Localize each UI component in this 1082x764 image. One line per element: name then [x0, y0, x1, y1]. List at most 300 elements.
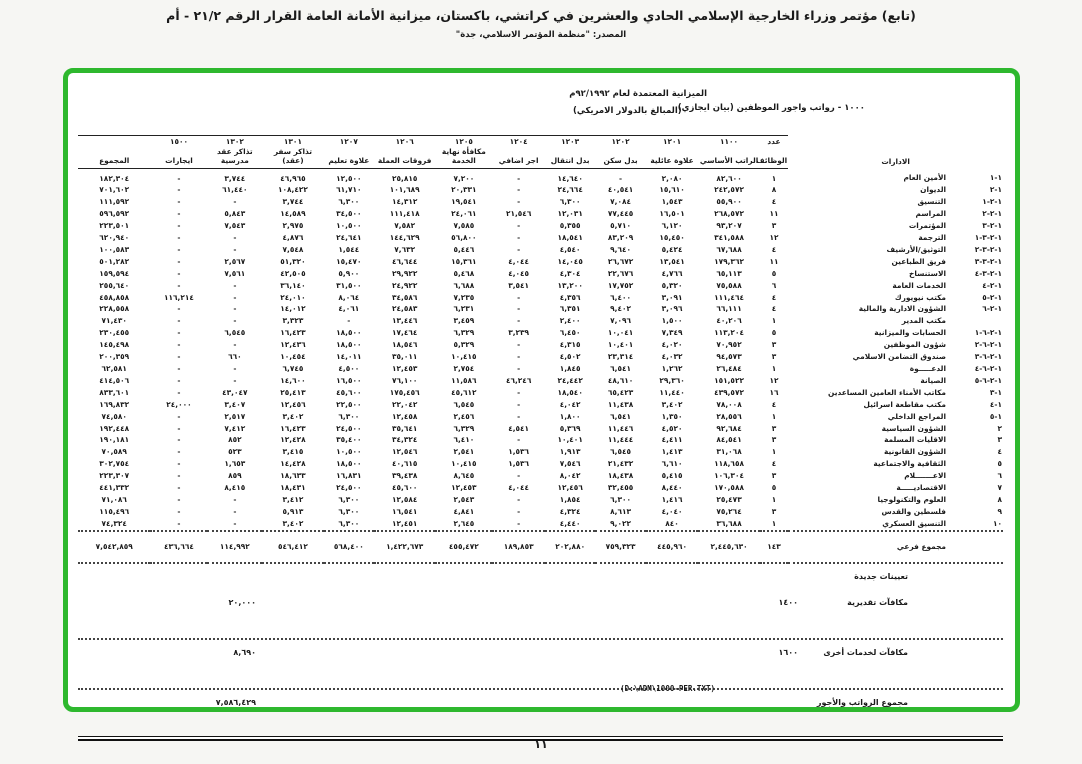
bottom-value: ٢٠,٠٠٠	[228, 597, 256, 607]
cell-value: ١٢,٥٠٠	[336, 173, 362, 183]
cell-value: ٥٤٦,٤١٢	[262, 531, 323, 563]
cell-value: ٢,٥٤١	[453, 447, 475, 457]
department-cell	[788, 518, 1003, 531]
table-row	[78, 506, 1003, 518]
table-row	[78, 168, 1003, 184]
cell-value: ٤٥,٦٠٠	[336, 387, 362, 397]
column-label: الادارات	[881, 156, 910, 166]
cell-value: -	[177, 268, 181, 278]
cell-value: ٧,٠٩٦	[610, 316, 631, 326]
cell-value: -	[177, 256, 181, 266]
cell-value: ٣	[771, 506, 777, 516]
cell-value: ٦,٤٥٠	[559, 328, 581, 338]
dept-code: ١-٥	[989, 411, 1002, 421]
cell-value: ٢٣,٣١٤	[607, 352, 634, 362]
cell-value: ١,٨٠٠	[559, 411, 581, 421]
cell-value: ٤٣٦,٦٦٤	[150, 531, 207, 563]
cell-value: ٤,٥٤١	[508, 423, 530, 433]
dept-code: ١-٣	[989, 387, 1002, 397]
cell-value: -	[177, 185, 181, 195]
column-label: فروقات العملة	[374, 147, 435, 169]
cell-value: ٢,٦٤٥	[453, 518, 475, 528]
dept-code: ١-٢-٦-٤	[974, 364, 1002, 373]
cell-value: ٢,٤٤٥,٦٣٠	[698, 531, 759, 563]
table-row	[78, 387, 1003, 399]
cell-value: ٦,٣٠٠	[338, 197, 360, 207]
bottom-label: مجموع الرواتب والأجور	[816, 697, 908, 707]
department-cell	[788, 375, 1003, 387]
cell-value: ١٣,٤٤٦	[392, 316, 418, 326]
dept-code: ٤	[997, 447, 1002, 457]
cell-value: ٣,٧٤٤	[282, 197, 304, 207]
bottom-line	[78, 564, 1003, 590]
cell-value: ٣,٤٠٢	[661, 399, 683, 409]
cell-value: ٤,٠٦١	[338, 304, 360, 314]
dept-code: ١-٢-٦-٣	[974, 352, 1002, 362]
cell-value: -	[517, 364, 521, 373]
cell-value: ٣٤,٥٠٠	[336, 209, 362, 219]
cell-value: ١٩٢,٤٤٨	[99, 423, 130, 433]
cell-value: -	[517, 221, 521, 231]
cell-value: ١٨,٥٠٠	[336, 328, 362, 338]
cell-value: ٢٥,٤٧٣	[716, 494, 742, 504]
dept-name: الشؤون السياسية	[881, 423, 946, 433]
table-row	[78, 208, 1003, 220]
dept-code: ١-٢-٣-٤	[974, 268, 1002, 278]
column-code: ١٥٠٠	[150, 136, 207, 147]
cell-value: ٣١,٠٦٨	[716, 447, 742, 457]
cell-value: ٧,٢٣٥	[453, 292, 475, 302]
cell-value: ١١	[769, 209, 779, 219]
cell-value: ١٤,٤٢٨	[280, 459, 306, 469]
cell-value: ٢٦,٤٨٤	[716, 364, 742, 373]
cell-value: ١٧٩,٣٦٢	[714, 256, 744, 266]
department-cell	[788, 482, 1003, 494]
cell-value: ٦,٢٣١	[453, 304, 475, 314]
dept-name: الحسابات والميزانية	[874, 328, 946, 338]
cell-value: ١,٤٢٢,٦٧٣	[374, 531, 435, 563]
cell-value: -	[517, 316, 521, 326]
cell-value: ١١٨,٦٥٨	[714, 459, 744, 469]
cell-value: -	[177, 221, 181, 231]
cell-value: ٣٥,٦٤١	[392, 423, 418, 433]
cell-value: -	[517, 518, 521, 528]
cell-value: ١٦,٥٠٠	[336, 375, 362, 385]
column-label: مكافأة نهاية الخدمة	[435, 147, 492, 169]
cell-value: ٢٢,٠٤٢	[392, 399, 418, 409]
column-code: ١٣٠٢	[207, 136, 262, 147]
cell-value: ١	[771, 518, 777, 528]
cell-value: ٣,٧٤٤	[224, 173, 246, 183]
cell-value: ٥٠١,٢٨٢	[99, 256, 130, 266]
table-row	[78, 292, 1003, 304]
cell-value: -	[517, 352, 521, 362]
column-label: الوظائف	[760, 147, 788, 169]
cell-value: ١٤,٦٤٠	[557, 173, 583, 183]
dept-code: ٢	[997, 423, 1002, 433]
column-label: علاوة تعليم	[324, 147, 374, 169]
cell-value: ٣,٠٩١	[661, 292, 683, 302]
department-cell	[788, 244, 1003, 256]
table-row	[78, 363, 1003, 375]
cell-value: ١٠,٤٥٤	[280, 352, 306, 362]
dept-name: مجموع فرعي	[896, 541, 946, 551]
cell-value: ١١,٤٤٠	[659, 387, 685, 397]
cell-value: -	[177, 518, 181, 528]
cell-value: ١	[771, 364, 777, 373]
cell-value: ١,٤١٦	[661, 494, 683, 504]
cell-value: ٢,٧٥٤	[453, 364, 475, 373]
cell-value: ٧١,٤٣٠	[101, 316, 127, 326]
cell-value: ٢٢,٥٠٠	[336, 399, 362, 409]
cell-value: ٢,٤٥٦	[453, 411, 475, 421]
column-label: بدل انتقال	[545, 147, 595, 169]
cell-value: ١٣,٢٠٠	[557, 280, 583, 290]
cell-value: ٤	[771, 459, 777, 469]
column-code	[788, 136, 1003, 147]
cell-value: ٣,٢٣٩	[508, 328, 530, 338]
dept-name: الصيانة	[920, 375, 946, 385]
department-cell	[788, 327, 1003, 339]
cell-value: ٨,٠٤٢	[559, 471, 581, 481]
column-code: ١٢٠١	[646, 136, 699, 147]
column-label: ايجارات	[150, 147, 207, 169]
cell-value: ٣١,٥٠٠	[336, 280, 362, 290]
cell-value: ٦٥,٤٢٣	[607, 387, 634, 397]
cell-value: -	[177, 304, 181, 314]
table-row	[78, 196, 1003, 208]
cell-value: ١٤,٣١٢	[392, 197, 418, 207]
cell-value: ٧,٥٤٢,٨٥٩	[78, 531, 150, 563]
cell-value: -	[177, 506, 181, 516]
dept-name: الشؤون القانونية	[883, 447, 946, 457]
department-cell	[788, 184, 1003, 196]
cell-value: ١٦٩,٨٣٢	[99, 399, 130, 409]
cell-value: ٥١,٣٢٠	[280, 256, 306, 266]
column-code: ١٢٠٢	[595, 136, 645, 147]
cell-value: ٢٥,٤١٣	[280, 387, 306, 397]
cell-value: ٤,٣٠٤	[559, 268, 581, 278]
cell-value: -	[517, 292, 521, 302]
cell-value: -	[177, 280, 181, 290]
cell-value: ٤,٥٢٠	[661, 423, 683, 433]
column-code: ١٢٠٥	[435, 136, 492, 147]
cell-value: ٤٨,٦١٠	[607, 375, 634, 385]
column-code: ١٢٠٤	[492, 136, 545, 147]
cell-value: ٤	[771, 304, 777, 314]
table-row	[78, 458, 1003, 470]
cell-value: ١٥,٦١٠	[659, 185, 685, 195]
cell-value: ٤٣,٠٤٧	[222, 387, 248, 397]
dept-code: ١-٢-٦	[982, 304, 1002, 314]
department-cell	[788, 315, 1003, 327]
cell-value: -	[233, 244, 237, 254]
cell-value: ٣	[771, 340, 777, 350]
dept-name: فريق الطباعين	[891, 256, 946, 266]
cell-value: ٥,٣٥٥	[559, 221, 581, 231]
cell-value: ١	[771, 411, 777, 421]
cell-value: ١	[771, 173, 777, 183]
bottom-line	[78, 590, 1003, 616]
cell-value: ٧٦,١٠٠	[392, 375, 418, 385]
cell-value: ١,٣٥٠	[661, 411, 683, 421]
cell-value: ٣,٤٥٩	[453, 316, 475, 326]
cell-value: ٤٦,٦٤٤	[392, 256, 418, 266]
column-label: علاوة عائلية	[646, 147, 699, 169]
cell-value: ١	[771, 494, 777, 504]
table-row	[78, 244, 1003, 256]
cell-value: ١٩٠,١٨١	[99, 435, 130, 445]
cell-value: ٣	[771, 352, 777, 362]
cell-value: -	[177, 244, 181, 254]
cell-value: ٢٤,٥٠٠	[336, 423, 362, 433]
department-cell	[788, 423, 1003, 435]
cell-value: ٤٦,٩٦٥	[280, 173, 306, 183]
cell-value: ٣	[771, 221, 777, 231]
document-scan	[68, 73, 1015, 707]
column-label: المجموع	[78, 147, 150, 169]
cell-value: ٢٩,٩٢٢	[392, 268, 418, 278]
table-row	[78, 423, 1003, 435]
budget-table	[78, 135, 1003, 564]
cell-value: ١٤,٦٠٠	[280, 375, 306, 385]
dept-name: الاقليات المسلمة	[884, 435, 946, 445]
table-row	[78, 434, 1003, 446]
cell-value: ٢٥٥,٦٤٠	[99, 280, 130, 290]
cell-value: -	[177, 328, 181, 338]
cell-value: -	[517, 173, 521, 183]
cell-value: -	[517, 304, 521, 314]
cell-value: -	[517, 185, 521, 195]
table-row	[78, 411, 1003, 423]
cell-value: ١٥١,٥٢٢	[714, 375, 744, 385]
cell-value: ١٢,٥٤٦	[392, 447, 418, 457]
cell-value: ٢,٥٤٣	[453, 494, 475, 504]
cell-value: ٧,٦٣٢	[394, 244, 416, 254]
cell-value: ٤٥٥,٤٧٢	[435, 531, 492, 563]
cell-value: ٢٨,٥٥٦	[716, 411, 742, 421]
bottom-value: ٧,٥٨٦,٤٢٩	[215, 697, 256, 707]
cell-value: ٤٣٩,٥٧٢	[714, 387, 744, 397]
cell-value: ٦١,٤٤٠	[222, 185, 248, 195]
cell-value: -	[177, 197, 181, 207]
department-cell	[788, 387, 1003, 399]
cell-value: ٤,٥٠٢	[559, 352, 581, 362]
cell-value: ٧٠,٩٥٢	[716, 340, 742, 350]
cell-value: ٥٩٦,٥٩٢	[99, 209, 130, 219]
cell-value: -	[177, 435, 181, 445]
cell-value: ٧١,٠٨٦	[101, 494, 127, 504]
cell-value: -	[177, 316, 181, 326]
cell-value: ١,٩١٣	[559, 447, 581, 457]
dept-name: مكتب المدير	[901, 316, 946, 326]
column-label: بدل سكن	[595, 147, 645, 169]
cell-value: ٢٤,٠١٠	[280, 292, 306, 302]
cell-value: ١٠,٥٠٠	[336, 447, 362, 457]
department-cell	[788, 196, 1003, 208]
cell-value: ١١,٤٤٤	[607, 435, 634, 445]
cell-value: ٥٥,٩٠٠	[716, 197, 742, 207]
column-code: ١١٠٠	[698, 136, 759, 147]
dept-code: ١-٢-٥	[982, 292, 1002, 302]
cell-value: ١٠٦,٣٠٤	[714, 471, 744, 481]
dept-code: ٥	[997, 459, 1002, 469]
cell-value: ٢,٥٦٧	[224, 256, 246, 266]
column-code: ١٢٠٣	[545, 136, 595, 147]
table-row	[78, 482, 1003, 494]
cell-value: ١١١,٤١٨	[389, 209, 420, 219]
cell-value: ٣٥,٠١١	[392, 352, 418, 362]
cell-value: -	[177, 375, 181, 385]
department-cell	[788, 303, 1003, 315]
cell-value: ٤	[771, 399, 777, 409]
cell-value: ٧٨,٠٠٨	[716, 399, 742, 409]
dept-name: الاعـــــــلام	[904, 471, 946, 481]
cell-value: ٧,٤١٢	[224, 423, 246, 433]
table-row	[78, 280, 1003, 292]
cell-value: ٦,٥٤٥	[453, 399, 475, 409]
dept-code: ٩	[997, 506, 1002, 516]
cell-value: -	[517, 494, 521, 504]
cell-value: -	[233, 340, 237, 350]
table-row	[78, 446, 1003, 458]
currency-note: (المبالغ بالدولار الامريكي)	[573, 106, 682, 116]
cell-value: ١٤٤,٦٢٩	[389, 233, 420, 243]
cell-value: ١٢	[769, 233, 779, 243]
cell-value: ١٢,٥٨٤	[392, 494, 418, 504]
cell-value: ١٠,٥٠٠	[336, 221, 362, 231]
cell-value: ١٢,٤٥١	[392, 518, 418, 528]
cell-value: -	[233, 197, 237, 207]
cell-value: ٢٣٠,٤٥٥	[99, 328, 130, 338]
cell-value: ٦,٦٨٨	[453, 280, 475, 290]
column-code: ١٣٠١	[262, 136, 323, 147]
dept-code: ٣	[997, 435, 1002, 445]
cell-value: ٨,٦٤٥	[453, 471, 475, 481]
cell-value: -	[177, 459, 181, 469]
section-title: ١٠٠٠ - رواتب واجور الموظفين (بيان ايجازي)	[677, 103, 865, 113]
cell-value: ٥٦,٨٠٠	[451, 233, 477, 243]
dept-code: ١-٢-٦-١	[974, 328, 1002, 338]
cell-value: ٢٥,٨١٥	[392, 173, 418, 183]
cell-value: ٦١,٧١٠	[336, 185, 362, 195]
cell-value: ٦,٥٤٥	[610, 447, 631, 457]
cell-value: ٥,٤٤٦	[453, 244, 475, 254]
cell-value: ٥,٤١٥	[661, 471, 683, 481]
cell-value: ٤,٤٤٠	[559, 518, 581, 528]
cell-value: ٢,٤٠٠	[559, 316, 581, 326]
cell-value: ١٢,٤٢٨	[280, 435, 306, 445]
cell-value: ١٨,٥٤٦	[392, 340, 418, 350]
cell-value: ٤,٥٤٠	[559, 244, 581, 254]
dept-name: الاقتصاديـــــة	[896, 483, 946, 493]
cell-value: ٧٤,٣٢٤	[101, 518, 127, 528]
table-row	[78, 494, 1003, 506]
cell-value: ٣٦,١٤٠	[280, 280, 306, 290]
cell-value: ٥	[771, 483, 777, 493]
cell-value: ١,٢٦٢	[661, 364, 683, 373]
cell-value: ٢٤,٤٤٢	[557, 375, 583, 385]
cell-value: ٣	[771, 423, 777, 433]
cell-value: -	[233, 518, 237, 528]
cell-value: ٦,٣٠٠	[338, 506, 360, 516]
cell-value: ١٨,٥٠٠	[336, 459, 362, 469]
cell-value: -	[177, 209, 181, 219]
cell-value: ٨,٠٦٤	[338, 292, 360, 302]
cell-value: ٥,٣٢٩	[453, 340, 475, 350]
cell-value: ١٠١,٦٨٩	[389, 185, 420, 195]
cell-value: ٧,٥٨٢	[394, 221, 416, 231]
cell-value: ٦,٣٢٩	[453, 328, 475, 338]
cell-value: ٦,٥٤١	[610, 411, 631, 421]
cell-value: ١٠٨,٤٢٢	[277, 185, 308, 195]
cell-value: ١١١,٥٩٢	[99, 197, 130, 207]
cell-value: ٨٣,٢٠٩	[607, 233, 634, 243]
cell-value: ٣,٤١٢	[282, 494, 304, 504]
budget-year-title: الميزانية المعتمدة لعام ٩٢/١٩٩٢م	[569, 89, 707, 99]
cell-value: ٩,٦٤٠	[610, 244, 631, 254]
cell-value: ١	[771, 447, 777, 457]
column-label: تذاكر عقد مدرسية	[207, 147, 262, 169]
cell-value: ٣,٠٩٦	[661, 304, 683, 314]
cell-value: ٦٦,١١١	[716, 304, 742, 314]
cell-value: ٤,٠٤٤	[508, 483, 530, 493]
cell-value: ٤,٥٠٠	[338, 364, 360, 373]
dept-code: ١-٢	[989, 185, 1002, 195]
cell-value: ٧٠,٥٨٩	[101, 447, 127, 457]
cell-value: ٣,٥٤١	[508, 280, 530, 290]
cell-value: ٤٠,٥٤١	[607, 185, 634, 195]
cell-value: ٣,٤٠٢	[282, 411, 304, 421]
cell-value: ١٢,٤٣٦	[280, 340, 306, 350]
cell-value: ٤٦,٢٤٦	[505, 375, 532, 385]
dept-name: الديوان	[920, 185, 946, 195]
table-row	[78, 220, 1003, 232]
bottom-line	[78, 690, 1003, 716]
cell-value: ٤,٤١١	[661, 435, 683, 445]
cell-value: ٢٠,٣٣١	[451, 185, 477, 195]
dept-code: ١-٢-٦-٢	[974, 340, 1002, 350]
table-row	[78, 351, 1003, 363]
dept-code: ١-٢-٣-١	[974, 233, 1002, 243]
cell-value: -	[517, 244, 521, 254]
cell-value: ٢,٠٨٠	[661, 173, 683, 183]
cell-value: ٤٥٨,٨٥٨	[99, 292, 130, 302]
cell-value: ٤,٣٢٤	[559, 506, 581, 516]
bottom-line	[78, 640, 1003, 666]
dept-name: مكتب مقاطعة اسرائيل	[863, 399, 946, 409]
cell-value: ٤,٠٤٢	[559, 399, 581, 409]
dept-code: ١-٢-٣-٣	[974, 256, 1002, 266]
cell-value: ٦٥,١١٣	[716, 268, 742, 278]
cell-value: -	[233, 364, 237, 373]
cell-value: -	[233, 292, 237, 302]
column-code: ١٢٠٦	[374, 136, 435, 147]
cell-value: ١٧٥,٤٥٦	[389, 387, 420, 397]
cell-value: -	[517, 399, 521, 409]
department-cell	[788, 434, 1003, 446]
dept-code: ١-٢-٣-٢	[974, 244, 1002, 254]
cell-value: ١٧,٧٥٢	[607, 280, 634, 290]
table-row	[78, 315, 1003, 327]
cell-value: ٢٤,٠٠٠	[166, 399, 192, 409]
cell-value: ١٠,٤١٥	[451, 459, 477, 469]
document-title: (تابع) مؤتمر وزراء الخارجية الإسلامي الحادي والعشرين في كراتشي، باكستان، ميزانية الأمانة العامة القرار الرقم ٢١/٢ - أم	[166, 8, 916, 23]
dept-code: ٨	[997, 494, 1002, 504]
cell-value: -	[517, 506, 521, 516]
cell-value: ١,٨٤٥	[559, 364, 581, 373]
bottom-summary-block	[78, 564, 1003, 741]
